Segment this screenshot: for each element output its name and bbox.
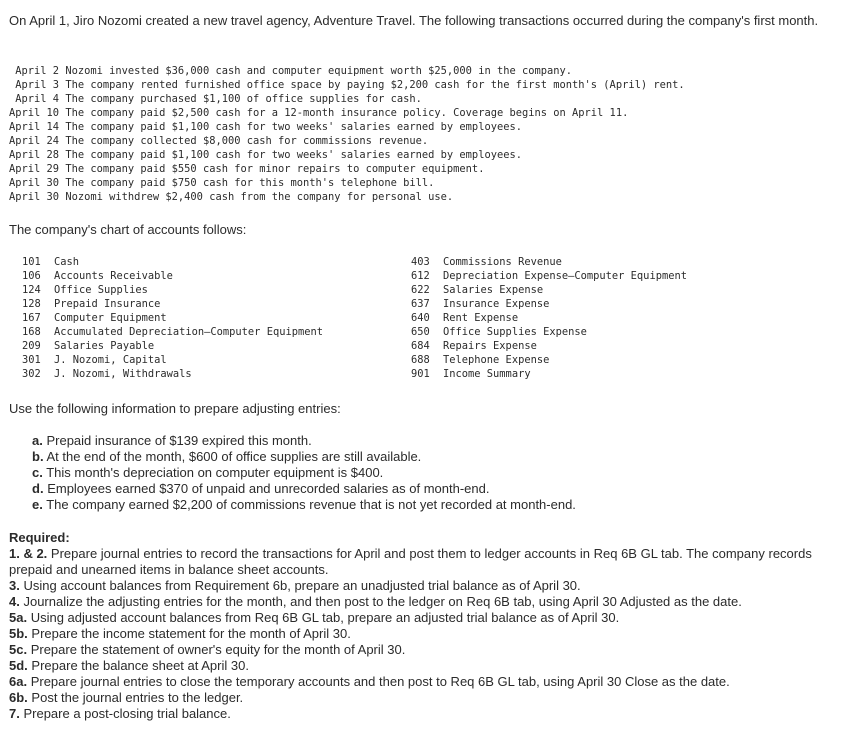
transaction-date: April 30	[9, 177, 60, 189]
account-number: 301	[22, 354, 41, 366]
transaction-date: April 14	[9, 121, 60, 133]
account-number: 403	[411, 256, 430, 268]
required-item	[9, 594, 849, 610]
chart-of-accounts-heading: The company's chart of accounts follows:	[9, 222, 247, 237]
transaction-row	[9, 176, 685, 190]
account-name: J. Nozomi, Capital	[54, 354, 167, 366]
adjustment-text: This month's depreciation on computer equipment is $400.	[46, 465, 384, 480]
transaction-row	[9, 106, 685, 120]
transaction-text: The company purchased $1,100 of office supplies for cash.	[65, 93, 422, 105]
account-row	[22, 367, 323, 381]
account-number: 612	[411, 270, 430, 282]
account-name: Accumulated Depreciation—Computer Equipment	[54, 326, 323, 338]
account-number: 209	[22, 340, 41, 352]
adjustment-text: The company earned $2,200 of commissions revenue that is not yet recorded at month-end.	[46, 497, 576, 512]
account-name: Salaries Expense	[443, 284, 544, 296]
required-item	[9, 578, 849, 594]
account-number: 901	[411, 368, 430, 380]
account-name: Commissions Revenue	[443, 256, 562, 268]
required-item	[9, 674, 849, 690]
required-item-number: 3.	[9, 578, 20, 593]
transaction-text: Nozomi withdrew $2,400 cash from the company for personal use.	[65, 191, 454, 203]
transaction-date: April 4	[9, 93, 60, 105]
adjustment-text: Employees earned $370 of unpaid and unrecorded salaries as of month-end.	[47, 481, 490, 496]
transaction-date: April 24	[9, 135, 60, 147]
required-item	[9, 546, 849, 578]
intro-paragraph: On April 1, Jiro Nozomi created a new travel agency, Adventure Travel. The following transactions occurred during the company's first month.	[9, 13, 819, 28]
transaction-text: The company paid $750 cash for this month's telephone bill.	[65, 177, 435, 189]
transaction-text: Nozomi invested $36,000 cash and computer equipment worth $25,000 in the company.	[65, 65, 573, 77]
adjustment-letter: c.	[32, 465, 43, 480]
transaction-text: The company collected $8,000 cash for commissions revenue.	[65, 135, 429, 147]
required-item-number: 1. & 2.	[9, 546, 48, 561]
required-item-number: 6a.	[9, 674, 28, 689]
transaction-text: The company paid $1,100 cash for two weeks' salaries earned by employees.	[65, 121, 522, 133]
required-item-text: Using account balances from Requirement 6b, prepare an unadjusted trial balance as of April 30.	[23, 578, 581, 593]
adjustment-list	[32, 433, 576, 513]
required-item	[9, 706, 849, 722]
required-item-text: Prepare the balance sheet at April 30.	[31, 658, 249, 673]
adjustment-item	[32, 465, 576, 481]
transaction-list	[9, 64, 685, 204]
transaction-date: April 2	[9, 65, 60, 77]
account-row	[411, 325, 687, 339]
account-number: 128	[22, 298, 41, 310]
transaction-row	[9, 78, 685, 92]
account-name: Income Summary	[443, 368, 531, 380]
required-item	[9, 690, 849, 706]
account-name: Prepaid Insurance	[54, 298, 161, 310]
account-row	[411, 367, 687, 381]
required-item-number: 5c.	[9, 642, 28, 657]
adjustment-item	[32, 449, 576, 465]
account-name: Repairs Expense	[443, 340, 537, 352]
transaction-text: The company paid $2,500 cash for a 12-month insurance policy. Coverage begins on April 11.	[65, 107, 629, 119]
account-row	[411, 353, 687, 367]
transaction-row	[9, 148, 685, 162]
transaction-date: April 3	[9, 79, 60, 91]
account-number: 637	[411, 298, 430, 310]
account-row	[22, 339, 323, 353]
required-item-text: Prepare the statement of owner's equity for the month of April 30.	[30, 642, 406, 657]
required-item-number: 4.	[9, 594, 20, 609]
account-name: Cash	[54, 256, 80, 268]
account-number: 650	[411, 326, 430, 338]
account-row	[22, 283, 323, 297]
transaction-row	[9, 64, 685, 78]
account-row	[411, 255, 687, 269]
transaction-date: April 29	[9, 163, 60, 175]
required-section	[9, 530, 849, 722]
adjustment-letter: d.	[32, 481, 44, 496]
transaction-row	[9, 92, 685, 106]
required-item-number: 5a.	[9, 610, 28, 625]
required-title: Required:	[9, 530, 70, 545]
required-item-text: Using adjusted account balances from Req 6B GL tab, prepare an adjusted trial balance as of April 30.	[30, 610, 620, 625]
account-name: Office Supplies Expense	[443, 326, 587, 338]
account-name: Rent Expense	[443, 312, 519, 324]
adjustment-item	[32, 497, 576, 513]
account-number: 684	[411, 340, 430, 352]
account-row	[22, 353, 323, 367]
transaction-text: The company paid $1,100 cash for two weeks' salaries earned by employees.	[65, 149, 522, 161]
accounts-column-left	[22, 255, 323, 381]
transaction-date: April 28	[9, 149, 60, 161]
required-item-text: Journalize the adjusting entries for the month, and then post to the ledger on Req 6B tab, using April 30 Adjusted as the date.	[23, 594, 742, 609]
required-item-number: 5b.	[9, 626, 28, 641]
account-name: Telephone Expense	[443, 354, 550, 366]
adjustment-text: At the end of the month, $600 of office supplies are still available.	[46, 449, 422, 464]
account-name: Insurance Expense	[443, 298, 550, 310]
account-name: Computer Equipment	[54, 312, 167, 324]
transaction-text: The company paid $550 cash for minor repairs to computer equipment.	[65, 163, 485, 175]
transaction-row	[9, 162, 685, 176]
account-name: Office Supplies	[54, 284, 148, 296]
account-number: 101	[22, 256, 41, 268]
transaction-row	[9, 134, 685, 148]
transaction-row	[9, 120, 685, 134]
account-row	[411, 283, 687, 297]
account-row	[411, 311, 687, 325]
required-item-text: Post the journal entries to the ledger.	[31, 690, 244, 705]
account-row	[22, 325, 323, 339]
account-name: Accounts Receivable	[54, 270, 173, 282]
adjustment-item	[32, 481, 576, 497]
account-number: 124	[22, 284, 41, 296]
account-number: 106	[22, 270, 41, 282]
account-row	[411, 269, 687, 283]
transaction-date: April 10	[9, 107, 60, 119]
account-name: J. Nozomi, Withdrawals	[54, 368, 192, 380]
required-item-number: 6b.	[9, 690, 28, 705]
account-row	[22, 311, 323, 325]
accounts-column-right	[411, 255, 687, 381]
adjustment-letter: b.	[32, 449, 44, 464]
required-item-text: Prepare the income statement for the month of April 30.	[31, 626, 351, 641]
account-row	[411, 297, 687, 311]
account-number: 622	[411, 284, 430, 296]
account-name: Salaries Payable	[54, 340, 155, 352]
account-row	[22, 255, 323, 269]
adjusting-entries-heading: Use the following information to prepare adjusting entries:	[9, 401, 341, 416]
account-number: 640	[411, 312, 430, 324]
account-row	[411, 339, 687, 353]
required-item-text: Prepare journal entries to record the transactions for April and post them to ledger accounts in Req 6B GL tab. The company records prepaid and unearned items in balance sheet accounts.	[9, 546, 812, 577]
required-item	[9, 610, 849, 626]
account-number: 167	[22, 312, 41, 324]
adjustment-letter: a.	[32, 433, 43, 448]
required-item-text: Prepare a post-closing trial balance.	[23, 706, 231, 721]
required-item-number: 5d.	[9, 658, 28, 673]
required-item	[9, 626, 849, 642]
transaction-row	[9, 190, 685, 204]
adjustment-text: Prepaid insurance of $139 expired this month.	[46, 433, 312, 448]
required-list	[9, 546, 849, 722]
adjustment-letter: e.	[32, 497, 43, 512]
required-item-text: Prepare journal entries to close the temporary accounts and then post to Req 6B GL tab, using April 30 Close as the date.	[30, 674, 730, 689]
account-row	[22, 269, 323, 283]
account-number: 168	[22, 326, 41, 338]
transaction-date: April 30	[9, 191, 60, 203]
required-item-number: 7.	[9, 706, 20, 721]
adjustment-item	[32, 433, 576, 449]
required-item	[9, 642, 849, 658]
account-name: Depreciation Expense—Computer Equipment	[443, 270, 687, 282]
account-row	[22, 297, 323, 311]
account-number: 302	[22, 368, 41, 380]
transaction-text: The company rented furnished office space by paying $2,200 cash for the first month's (April) rent.	[65, 79, 685, 91]
required-item	[9, 658, 849, 674]
account-number: 688	[411, 354, 430, 366]
